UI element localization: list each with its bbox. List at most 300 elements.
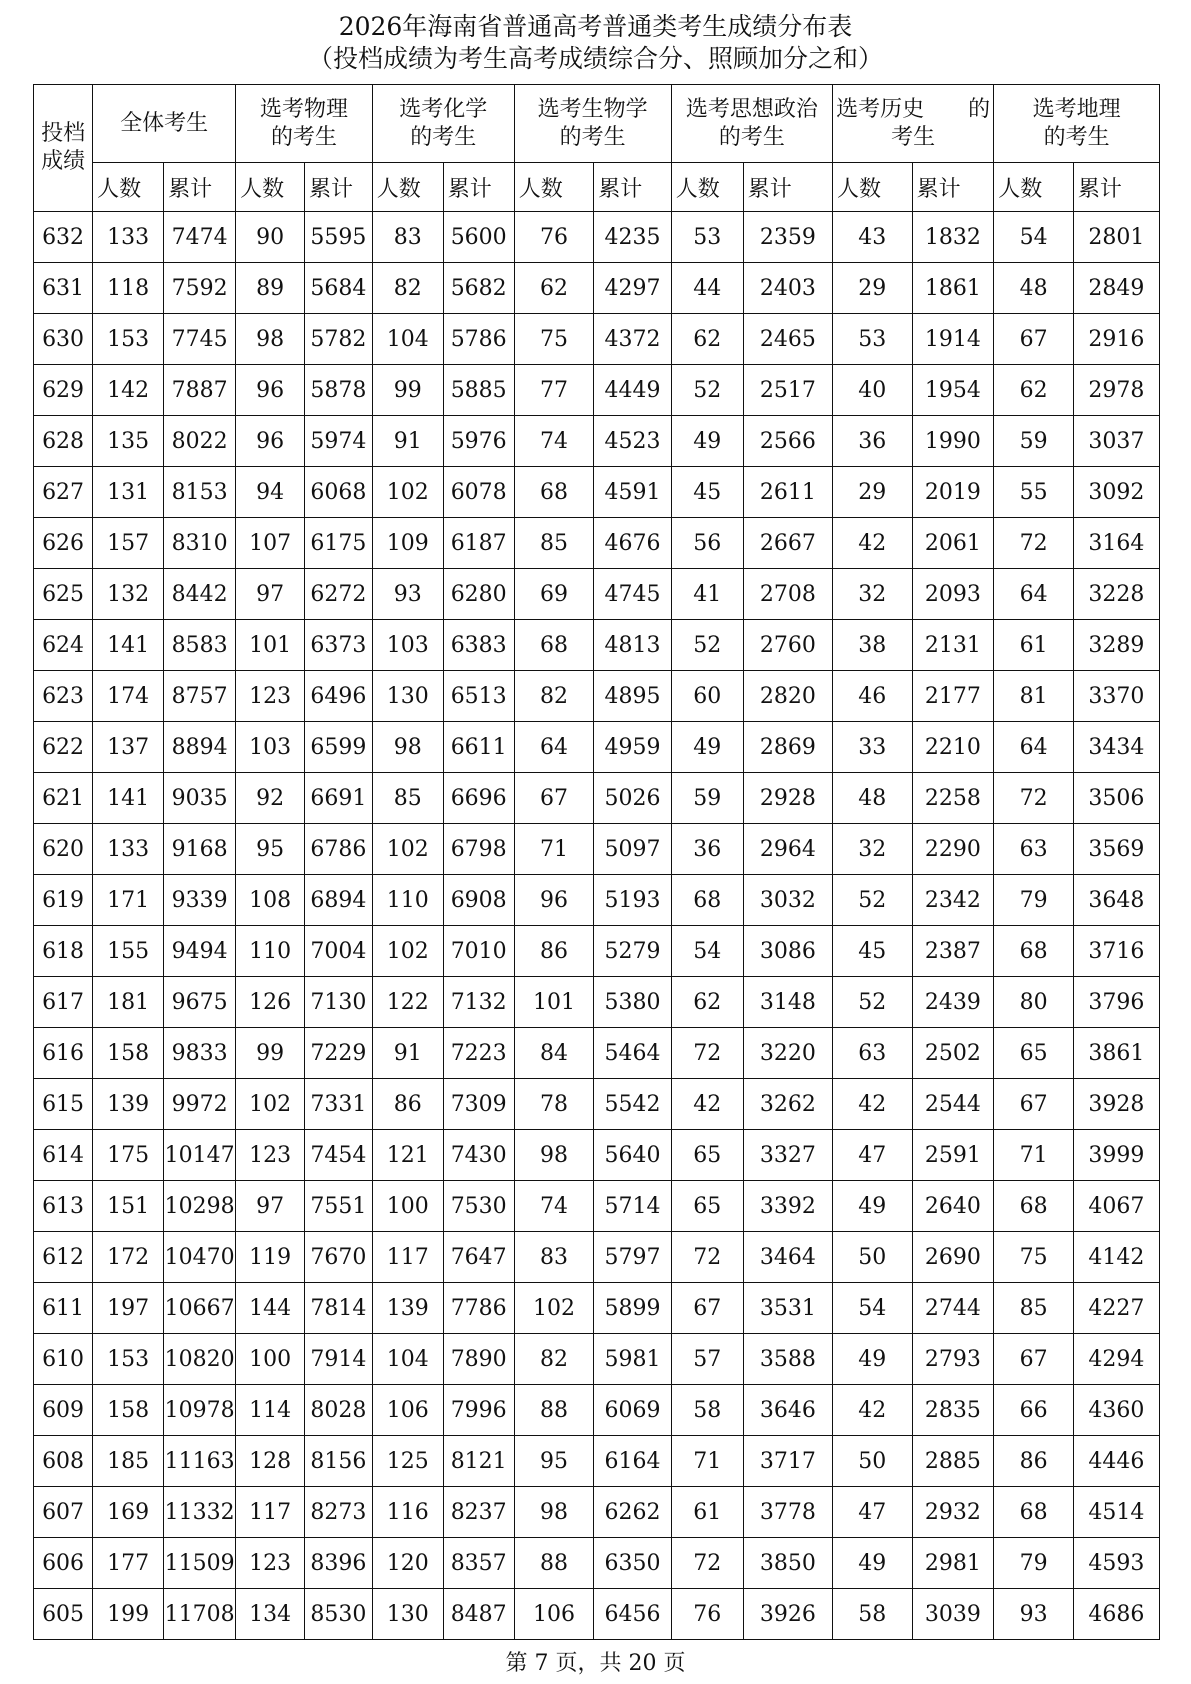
table-cell: 36	[833, 416, 913, 467]
table-cell: 7223	[443, 1028, 514, 1079]
table-cell: 6164	[594, 1436, 671, 1487]
table-row	[34, 1079, 1160, 1130]
table-cell: 6908	[443, 875, 514, 926]
table-cell: 64	[514, 722, 594, 773]
table-cell: 6691	[304, 773, 372, 824]
table-cell: 5193	[594, 875, 671, 926]
table-cell: 54	[671, 926, 743, 977]
score-cell: 624	[34, 620, 93, 671]
score-cell: 612	[34, 1232, 93, 1283]
table-cell: 3289	[1073, 620, 1159, 671]
table-cell: 101	[236, 620, 305, 671]
table-cell: 2885	[912, 1436, 994, 1487]
page-title: 2026年海南省普通高考普通类考生成绩分布表	[338, 12, 853, 41]
table-cell: 63	[833, 1028, 913, 1079]
table-cell: 110	[372, 875, 443, 926]
table-cell: 71	[514, 824, 594, 875]
table-cell: 5640	[594, 1130, 671, 1181]
table-cell: 3717	[743, 1436, 832, 1487]
table-cell: 41	[671, 569, 743, 620]
table-cell: 125	[372, 1436, 443, 1487]
table-cell: 8153	[164, 467, 236, 518]
table-cell: 85	[372, 773, 443, 824]
score-cell: 616	[34, 1028, 93, 1079]
table-cell: 72	[671, 1028, 743, 1079]
table-cell: 177	[93, 1538, 164, 1589]
table-cell: 5279	[594, 926, 671, 977]
table-cell: 72	[671, 1232, 743, 1283]
header-count: 人数	[671, 163, 743, 212]
table-cell: 7814	[304, 1283, 372, 1334]
table-cell: 2801	[1073, 212, 1159, 263]
table-cell: 2820	[743, 671, 832, 722]
table-cell: 100	[236, 1334, 305, 1385]
table-cell: 1914	[912, 314, 994, 365]
table-cell: 8121	[443, 1436, 514, 1487]
table-cell: 2690	[912, 1232, 994, 1283]
table-cell: 86	[994, 1436, 1074, 1487]
table-row	[34, 1538, 1160, 1589]
table-cell: 38	[833, 620, 913, 671]
table-cell: 9035	[164, 773, 236, 824]
table-cell: 158	[93, 1028, 164, 1079]
score-cell: 621	[34, 773, 93, 824]
table-cell: 3086	[743, 926, 832, 977]
table-cell: 89	[236, 263, 305, 314]
table-cell: 3716	[1073, 926, 1159, 977]
table-cell: 88	[514, 1385, 594, 1436]
table-cell: 2210	[912, 722, 994, 773]
table-cell: 100	[372, 1181, 443, 1232]
header-count: 人数	[514, 163, 594, 212]
table-cell: 7309	[443, 1079, 514, 1130]
table-cell: 46	[833, 671, 913, 722]
table-cell: 3464	[743, 1232, 832, 1283]
table-cell: 65	[671, 1181, 743, 1232]
table-cell: 103	[372, 620, 443, 671]
table-cell: 4591	[594, 467, 671, 518]
table-cell: 9833	[164, 1028, 236, 1079]
table-row	[34, 1028, 1160, 1079]
table-cell: 42	[671, 1079, 743, 1130]
table-cell: 181	[93, 977, 164, 1028]
table-cell: 122	[372, 977, 443, 1028]
table-cell: 59	[994, 416, 1074, 467]
score-cell: 607	[34, 1487, 93, 1538]
table-row	[34, 1130, 1160, 1181]
table-cell: 2131	[912, 620, 994, 671]
table-row	[34, 1436, 1160, 1487]
table-cell: 3434	[1073, 722, 1159, 773]
table-cell: 101	[514, 977, 594, 1028]
table-cell: 1832	[912, 212, 994, 263]
table-cell: 102	[236, 1079, 305, 1130]
table-cell: 3164	[1073, 518, 1159, 569]
table-cell: 6786	[304, 824, 372, 875]
score-cell: 625	[34, 569, 93, 620]
table-cell: 4593	[1073, 1538, 1159, 1589]
header-cumulative: 累计	[164, 163, 236, 212]
table-cell: 49	[833, 1181, 913, 1232]
header-group: 选考思想政治 的考生	[671, 85, 832, 163]
table-cell: 185	[93, 1436, 164, 1487]
table-cell: 104	[372, 314, 443, 365]
table-cell: 45	[671, 467, 743, 518]
table-cell: 40	[833, 365, 913, 416]
table-cell: 169	[93, 1487, 164, 1538]
header-count: 人数	[833, 163, 913, 212]
table-cell: 67	[514, 773, 594, 824]
table-cell: 2640	[912, 1181, 994, 1232]
table-cell: 2744	[912, 1283, 994, 1334]
table-cell: 2667	[743, 518, 832, 569]
table-cell: 5464	[594, 1028, 671, 1079]
table-cell: 3039	[912, 1589, 994, 1640]
score-cell: 622	[34, 722, 93, 773]
table-cell: 171	[93, 875, 164, 926]
score-cell: 630	[34, 314, 93, 365]
table-cell: 98	[514, 1130, 594, 1181]
table-cell: 6373	[304, 620, 372, 671]
table-cell: 3928	[1073, 1079, 1159, 1130]
table-cell: 99	[372, 365, 443, 416]
table-cell: 79	[994, 875, 1074, 926]
table-cell: 55	[994, 467, 1074, 518]
table-cell: 8396	[304, 1538, 372, 1589]
score-cell: 608	[34, 1436, 93, 1487]
table-cell: 172	[93, 1232, 164, 1283]
table-cell: 93	[994, 1589, 1074, 1640]
table-cell: 3032	[743, 875, 832, 926]
table-cell: 7890	[443, 1334, 514, 1385]
table-cell: 131	[93, 467, 164, 518]
table-row	[34, 875, 1160, 926]
table-cell: 2502	[912, 1028, 994, 1079]
table-cell: 2981	[912, 1538, 994, 1589]
table-cell: 103	[236, 722, 305, 773]
header-group: 全体考生	[93, 85, 236, 163]
table-cell: 69	[514, 569, 594, 620]
table-cell: 9494	[164, 926, 236, 977]
table-cell: 2359	[743, 212, 832, 263]
table-cell: 68	[994, 1487, 1074, 1538]
table-cell: 93	[372, 569, 443, 620]
table-cell: 85	[994, 1283, 1074, 1334]
table-cell: 5974	[304, 416, 372, 467]
table-cell: 97	[236, 1181, 305, 1232]
table-cell: 4514	[1073, 1487, 1159, 1538]
table-cell: 142	[93, 365, 164, 416]
score-cell: 618	[34, 926, 93, 977]
table-row	[34, 1283, 1160, 1334]
table-cell: 7132	[443, 977, 514, 1028]
page-subtitle: （投档成绩为考生高考成绩综合分、照顾加分之和）	[307, 44, 883, 73]
score-cell: 606	[34, 1538, 93, 1589]
table-cell: 10470	[164, 1232, 236, 1283]
table-cell: 6513	[443, 671, 514, 722]
table-cell: 68	[671, 875, 743, 926]
table-cell: 68	[514, 467, 594, 518]
score-cell: 628	[34, 416, 93, 467]
table-cell: 32	[833, 824, 913, 875]
table-cell: 3370	[1073, 671, 1159, 722]
table-row	[34, 977, 1160, 1028]
table-cell: 3926	[743, 1589, 832, 1640]
table-cell: 52	[833, 977, 913, 1028]
table-cell: 3262	[743, 1079, 832, 1130]
table-cell: 79	[994, 1538, 1074, 1589]
table-cell: 42	[833, 518, 913, 569]
table-cell: 74	[514, 1181, 594, 1232]
table-cell: 83	[514, 1232, 594, 1283]
table-cell: 86	[372, 1079, 443, 1130]
table-cell: 7551	[304, 1181, 372, 1232]
table-cell: 6175	[304, 518, 372, 569]
table-cell: 102	[372, 926, 443, 977]
table-cell: 10298	[164, 1181, 236, 1232]
table-row	[34, 1181, 1160, 1232]
table-cell: 2290	[912, 824, 994, 875]
table-row	[34, 722, 1160, 773]
score-cell: 629	[34, 365, 93, 416]
table-row	[34, 620, 1160, 671]
table-cell: 8442	[164, 569, 236, 620]
table-cell: 7530	[443, 1181, 514, 1232]
table-cell: 8310	[164, 518, 236, 569]
table-cell: 4959	[594, 722, 671, 773]
table-cell: 7887	[164, 365, 236, 416]
score-distribution-table	[33, 84, 1160, 1640]
header-count: 人数	[994, 163, 1074, 212]
table-cell: 96	[236, 416, 305, 467]
table-cell: 5782	[304, 314, 372, 365]
table-cell: 3646	[743, 1385, 832, 1436]
table-cell: 7130	[304, 977, 372, 1028]
table-cell: 95	[514, 1436, 594, 1487]
table-cell: 2465	[743, 314, 832, 365]
table-cell: 72	[994, 518, 1074, 569]
table-cell: 3569	[1073, 824, 1159, 875]
table-cell: 6696	[443, 773, 514, 824]
table-cell: 174	[93, 671, 164, 722]
table-cell: 2019	[912, 467, 994, 518]
table-cell: 102	[372, 824, 443, 875]
table-cell: 2177	[912, 671, 994, 722]
table-cell: 7010	[443, 926, 514, 977]
table-cell: 7914	[304, 1334, 372, 1385]
table-cell: 7474	[164, 212, 236, 263]
table-cell: 68	[994, 1181, 1074, 1232]
table-cell: 199	[93, 1589, 164, 1640]
table-cell: 76	[514, 212, 594, 263]
table-cell: 3506	[1073, 773, 1159, 824]
table-cell: 2439	[912, 977, 994, 1028]
table-cell: 6272	[304, 569, 372, 620]
score-cell: 609	[34, 1385, 93, 1436]
table-cell: 102	[514, 1283, 594, 1334]
table-cell: 65	[671, 1130, 743, 1181]
table-cell: 7331	[304, 1079, 372, 1130]
table-cell: 74	[514, 416, 594, 467]
table-cell: 3327	[743, 1130, 832, 1181]
table-cell: 4227	[1073, 1283, 1159, 1334]
table-cell: 4446	[1073, 1436, 1159, 1487]
table-row	[34, 263, 1160, 314]
table-cell: 10667	[164, 1283, 236, 1334]
table-cell: 135	[93, 416, 164, 467]
table-cell: 8022	[164, 416, 236, 467]
table-row	[34, 416, 1160, 467]
table-cell: 6187	[443, 518, 514, 569]
table-cell: 2916	[1073, 314, 1159, 365]
table-cell: 56	[671, 518, 743, 569]
table-cell: 3220	[743, 1028, 832, 1079]
table-row	[34, 1589, 1160, 1640]
table-cell: 94	[236, 467, 305, 518]
table-cell: 75	[514, 314, 594, 365]
table-row	[34, 1385, 1160, 1436]
table-cell: 6068	[304, 467, 372, 518]
table-cell: 49	[833, 1334, 913, 1385]
header-cumulative: 累计	[1073, 163, 1159, 212]
table-cell: 7647	[443, 1232, 514, 1283]
table-cell: 71	[671, 1436, 743, 1487]
table-cell: 6894	[304, 875, 372, 926]
table-cell: 118	[93, 263, 164, 314]
table-cell: 67	[671, 1283, 743, 1334]
table-cell: 49	[671, 722, 743, 773]
table-cell: 2591	[912, 1130, 994, 1181]
table-cell: 7670	[304, 1232, 372, 1283]
table-cell: 104	[372, 1334, 443, 1385]
score-cell: 610	[34, 1334, 93, 1385]
table-cell: 5595	[304, 212, 372, 263]
table-cell: 2258	[912, 773, 994, 824]
table-cell: 3861	[1073, 1028, 1159, 1079]
table-cell: 1861	[912, 263, 994, 314]
table-cell: 116	[372, 1487, 443, 1538]
table-cell: 6350	[594, 1538, 671, 1589]
table-cell: 8894	[164, 722, 236, 773]
table-cell: 2387	[912, 926, 994, 977]
table-cell: 4294	[1073, 1334, 1159, 1385]
header-count: 人数	[372, 163, 443, 212]
table-cell: 29	[833, 467, 913, 518]
table-cell: 2964	[743, 824, 832, 875]
table-cell: 2849	[1073, 263, 1159, 314]
table-cell: 3796	[1073, 977, 1159, 1028]
table-cell: 61	[671, 1487, 743, 1538]
table-cell: 175	[93, 1130, 164, 1181]
table-row	[34, 773, 1160, 824]
table-cell: 7745	[164, 314, 236, 365]
table-cell: 123	[236, 1130, 305, 1181]
table-cell: 5899	[594, 1283, 671, 1334]
table-cell: 62	[671, 977, 743, 1028]
table-cell: 139	[93, 1079, 164, 1130]
table-cell: 158	[93, 1385, 164, 1436]
score-cell: 626	[34, 518, 93, 569]
score-cell: 627	[34, 467, 93, 518]
table-cell: 5682	[443, 263, 514, 314]
table-cell: 130	[372, 1589, 443, 1640]
header-cumulative: 累计	[304, 163, 372, 212]
table-cell: 7786	[443, 1283, 514, 1334]
header-group: 选考物理 的考生	[236, 85, 373, 163]
table-cell: 4676	[594, 518, 671, 569]
table-cell: 8757	[164, 671, 236, 722]
header-group: 选考地理 的考生	[994, 85, 1160, 163]
table-cell: 9675	[164, 977, 236, 1028]
table-cell: 85	[514, 518, 594, 569]
table-row	[34, 365, 1160, 416]
table-cell: 8028	[304, 1385, 372, 1436]
table-cell: 54	[833, 1283, 913, 1334]
table-cell: 3850	[743, 1538, 832, 1589]
table-cell: 2760	[743, 620, 832, 671]
table-cell: 3148	[743, 977, 832, 1028]
table-cell: 67	[994, 1079, 1074, 1130]
table-cell: 5714	[594, 1181, 671, 1232]
table-cell: 60	[671, 671, 743, 722]
table-cell: 84	[514, 1028, 594, 1079]
table-cell: 4686	[1073, 1589, 1159, 1640]
table-cell: 4372	[594, 314, 671, 365]
table-cell: 3092	[1073, 467, 1159, 518]
table-cell: 5600	[443, 212, 514, 263]
table-row	[34, 824, 1160, 875]
table-cell: 7454	[304, 1130, 372, 1181]
table-cell: 4449	[594, 365, 671, 416]
score-cell: 614	[34, 1130, 93, 1181]
table-cell: 45	[833, 926, 913, 977]
header-group: 选考化学 的考生	[372, 85, 514, 163]
table-cell: 6496	[304, 671, 372, 722]
table-cell: 8156	[304, 1436, 372, 1487]
table-cell: 6069	[594, 1385, 671, 1436]
table-cell: 8487	[443, 1589, 514, 1640]
table-cell: 2932	[912, 1487, 994, 1538]
table-cell: 3037	[1073, 416, 1159, 467]
table-cell: 7996	[443, 1385, 514, 1436]
table-cell: 88	[514, 1538, 594, 1589]
table-row	[34, 518, 1160, 569]
table-cell: 141	[93, 773, 164, 824]
table-row	[34, 212, 1160, 263]
table-cell: 49	[671, 416, 743, 467]
table-cell: 91	[372, 1028, 443, 1079]
table-cell: 50	[833, 1232, 913, 1283]
score-cell: 617	[34, 977, 93, 1028]
table-cell: 132	[93, 569, 164, 620]
table-cell: 2978	[1073, 365, 1159, 416]
table-cell: 78	[514, 1079, 594, 1130]
table-cell: 123	[236, 1538, 305, 1589]
table-cell: 110	[236, 926, 305, 977]
table-cell: 58	[833, 1589, 913, 1640]
table-cell: 2061	[912, 518, 994, 569]
table-cell: 47	[833, 1487, 913, 1538]
table-cell: 62	[514, 263, 594, 314]
table-cell: 57	[671, 1334, 743, 1385]
table-cell: 134	[236, 1589, 305, 1640]
table-cell: 50	[833, 1436, 913, 1487]
table-cell: 5684	[304, 263, 372, 314]
table-cell: 8357	[443, 1538, 514, 1589]
table-cell: 4745	[594, 569, 671, 620]
table-cell: 3531	[743, 1283, 832, 1334]
score-cell: 623	[34, 671, 93, 722]
